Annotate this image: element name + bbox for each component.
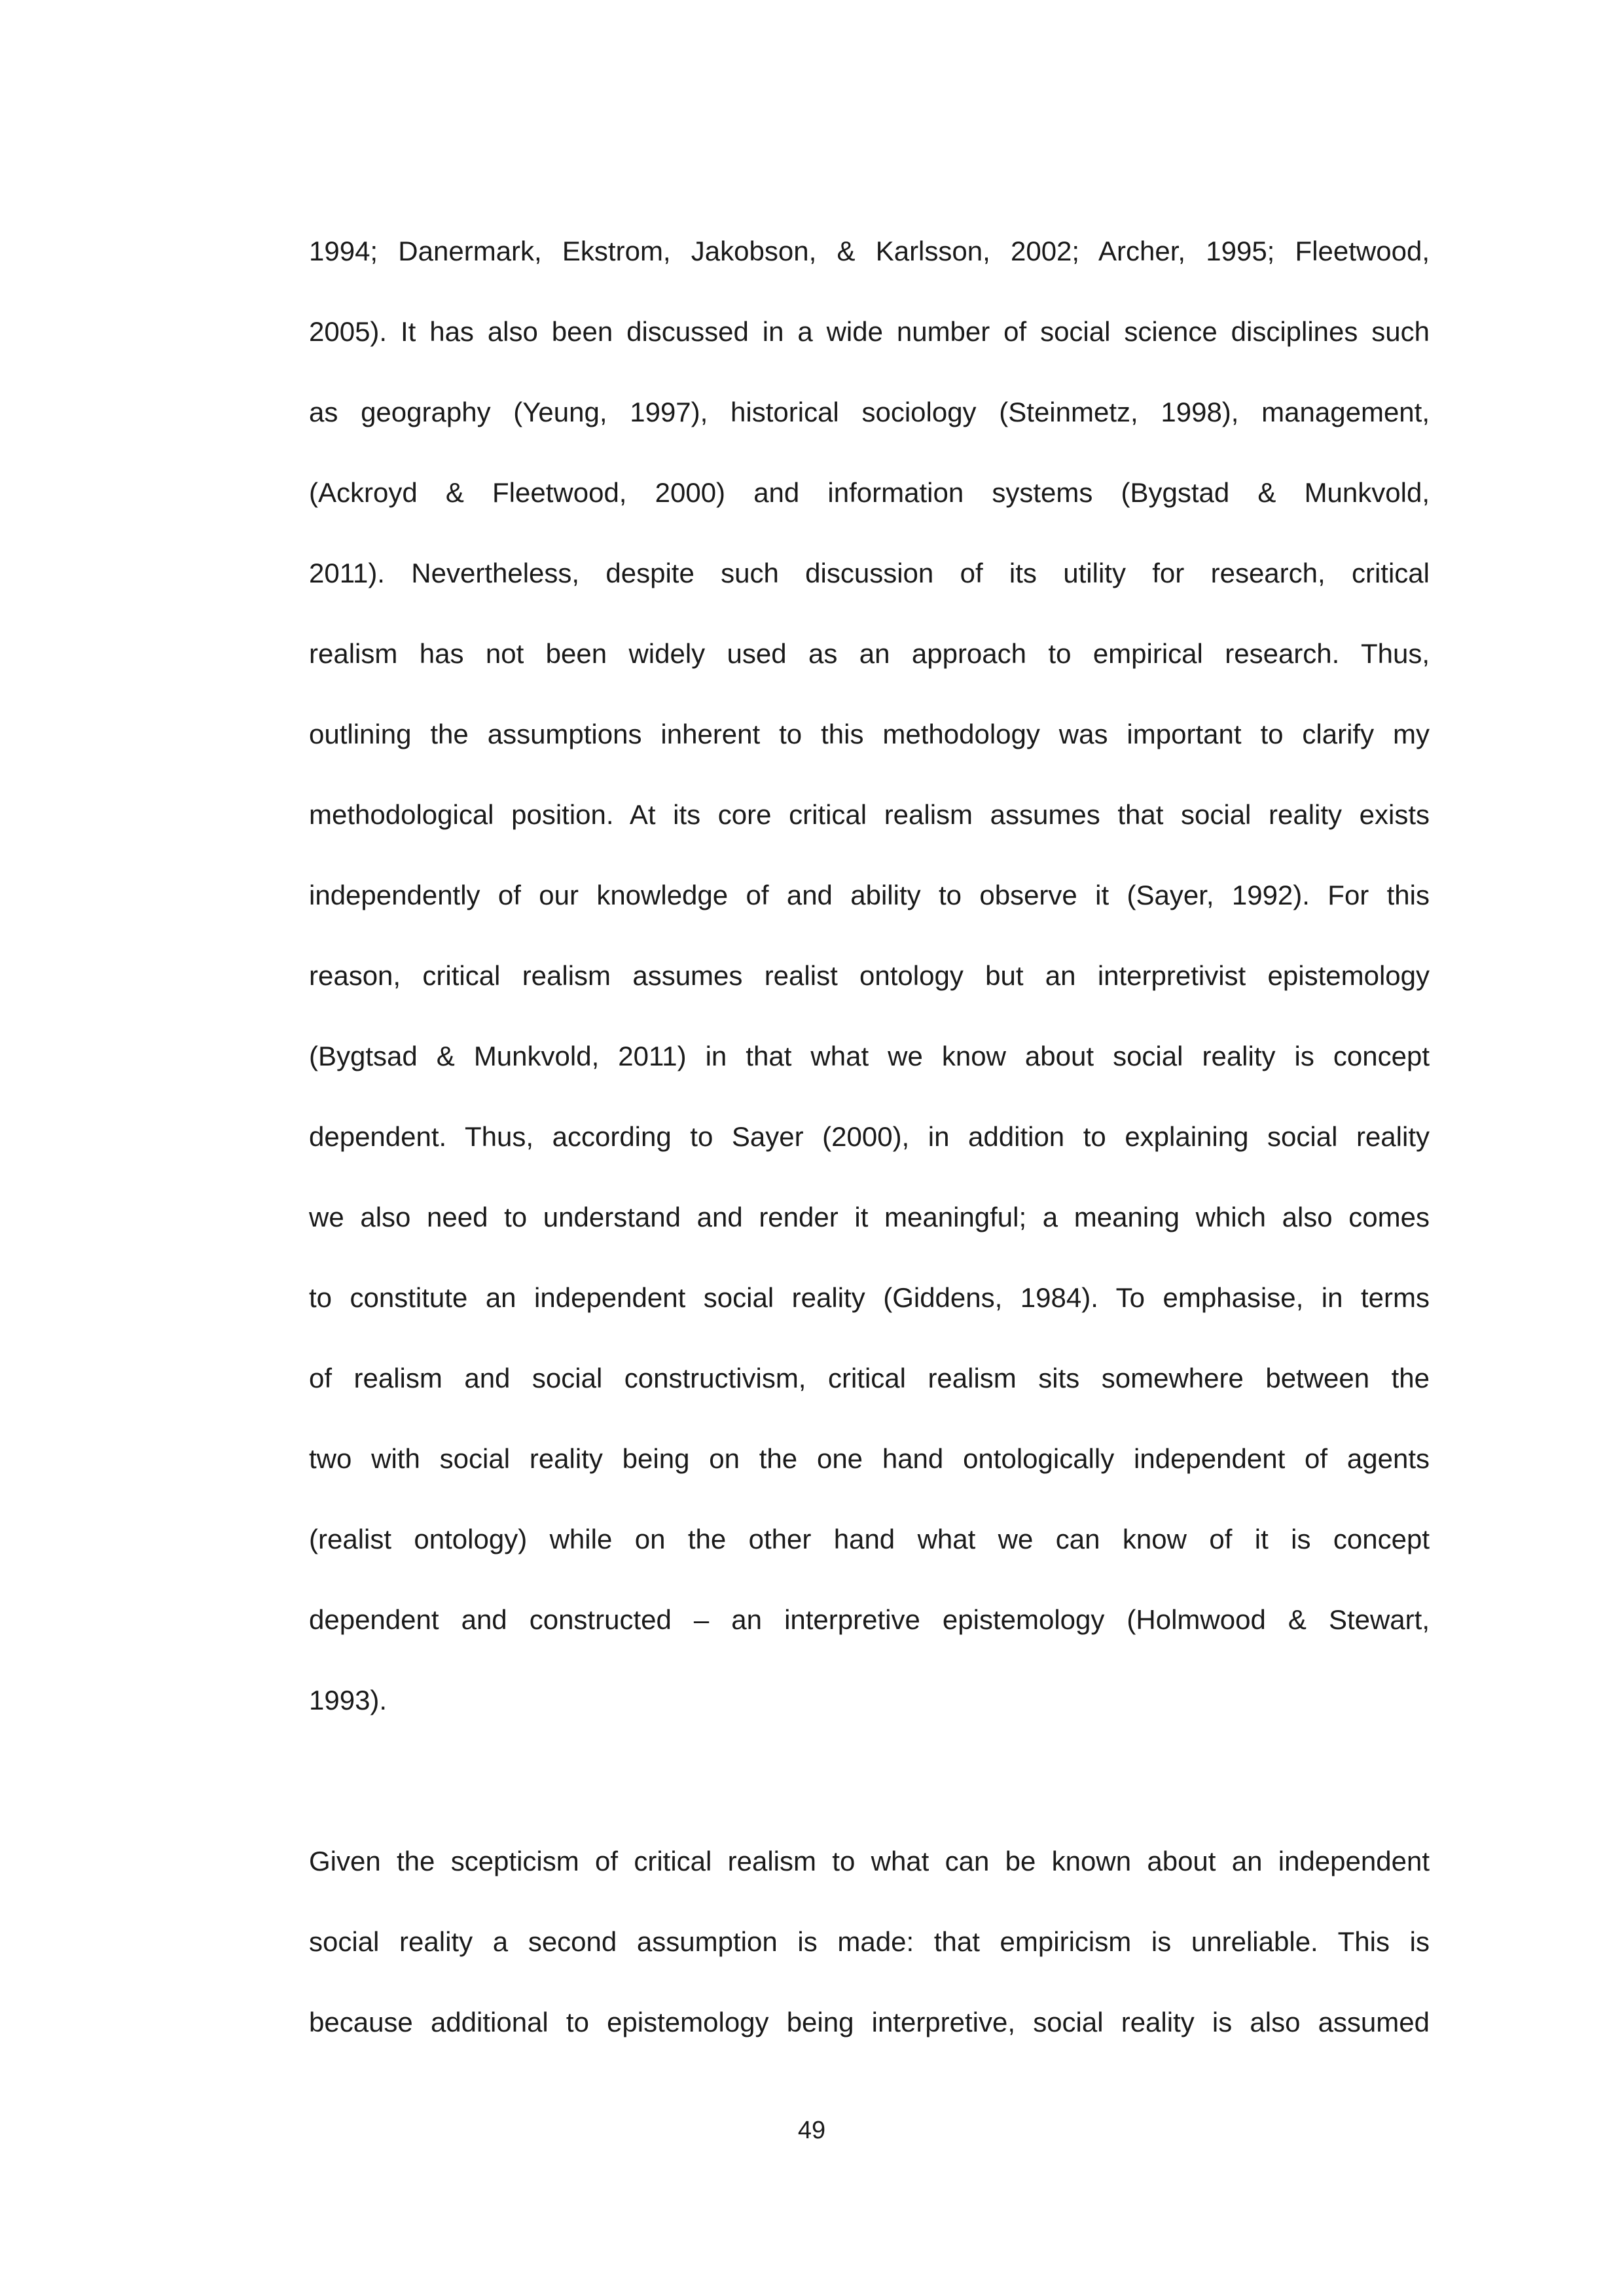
paragraph-1-line-11: (Bygtsad & Munkvold, 2011) in that what we know about social reality is concept [309, 1041, 1430, 1071]
page-number: 49 [797, 2117, 826, 2144]
paragraph-2-line-2: social reality a second assumption is made: that empiricism is unreliable. This is [309, 1926, 1430, 1957]
paragraph-1-line-18: dependent and constructed – an interpretive epistemology (Holmwood & Stewart, [309, 1604, 1430, 1635]
paragraph-1-line-19: 1993). [309, 1685, 388, 1715]
paragraph-1-line-5: 2011). Nevertheless, despite such discussion of its utility for research, critical [309, 558, 1430, 588]
paragraph-1-line-2: 2005). It has also been discussed in a wide number of social science disciplines such [309, 316, 1430, 347]
paragraph-2-line-1: Given the scepticism of critical realism to what can be known about an independent [309, 1846, 1430, 1876]
paragraph-1-line-9: independently of our knowledge of and ability to observe it (Sayer, 1992). For this [309, 880, 1430, 910]
paragraph-1-line-15: of realism and social constructivism, critical realism sits somewhere between the [309, 1363, 1430, 1393]
paragraph-1-line-6: realism has not been widely used as an approach to empirical research. Thus, [309, 638, 1430, 669]
paragraph-2-line-3: because additional to epistemology being interpretive, social reality is also assumed [309, 2007, 1430, 2037]
paragraph-1-line-7: outlining the assumptions inherent to this methodology was important to clarify my [309, 719, 1430, 749]
paragraph-1-line-1: 1994; Danermark, Ekstrom, Jakobson, & Karlsson, 2002; Archer, 1995; Fleetwood, [309, 236, 1430, 266]
paragraph-1-line-17: (realist ontology) while on the other hand what we can know of it is concept [309, 1524, 1430, 1554]
paragraph-1-line-16: two with social reality being on the one hand ontologically independent of agents [309, 1443, 1430, 1474]
paragraph-1-line-8: methodological position. At its core critical realism assumes that social reality exists [309, 799, 1430, 830]
paragraph-1-line-4: (Ackroyd & Fleetwood, 2000) and information systems (Bygstad & Munkvold, [309, 477, 1430, 508]
paragraph-1-line-13: we also need to understand and render it meaningful; a meaning which also comes [309, 1202, 1430, 1232]
paragraph-1-line-3: as geography (Yeung, 1997), historical sociology (Steinmetz, 1998), management, [309, 397, 1430, 427]
paragraph-1-line-12: dependent. Thus, according to Sayer (2000), in addition to explaining social reality [309, 1121, 1430, 1152]
paragraph-1-line-14: to constitute an independent social reality (Giddens, 1984). To emphasise, in terms [309, 1282, 1430, 1313]
paragraph-1-line-10: reason, critical realism assumes realist ontology but an interpretivist epistemology [309, 960, 1430, 991]
